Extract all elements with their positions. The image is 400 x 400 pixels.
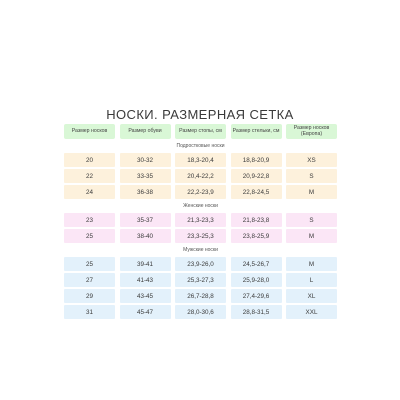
page-title: НОСКИ. РАЗМЕРНАЯ СЕТКА [106,107,294,122]
section-label-women: Женские носки [183,203,218,209]
header-shoe-size: Размер обуви [120,124,171,139]
cell-sock-size: 25 [64,257,115,271]
cell-shoe-size: 30-32 [120,153,171,167]
cell-foot-size: 20,4-22,2 [175,169,226,183]
cell-shoe-size: 38-40 [120,229,171,243]
cell-sock-size: 20 [64,153,115,167]
cell-eu-size: M [286,257,337,271]
cell-foot-size: 28,0-30,6 [175,305,226,319]
cell-eu-size: M [286,229,337,243]
cell-insole-size: 28,8-31,5 [231,305,282,319]
cell-eu-size: XS [286,153,337,167]
cell-insole-size: 25,9-28,0 [231,273,282,287]
cell-shoe-size: 35-37 [120,213,171,227]
cell-sock-size: 25 [64,229,115,243]
size-table [64,124,337,319]
table-row [64,185,337,199]
cell-insole-size: 22,8-24,5 [231,185,282,199]
cell-insole-size: 18,8-20,9 [231,153,282,167]
cell-eu-size: XL [286,289,337,303]
table-row [64,153,337,167]
cell-shoe-size: 33-35 [120,169,171,183]
cell-insole-size: 24,5-26,7 [231,257,282,271]
cell-foot-size: 21,3-23,3 [175,213,226,227]
table-row [64,305,337,319]
cell-sock-size: 31 [64,305,115,319]
header-foot-size: Размер стопы, см [175,124,226,139]
cell-insole-size: 21,8-23,8 [231,213,282,227]
cell-shoe-size: 45-47 [120,305,171,319]
cell-foot-size: 25,3-27,3 [175,273,226,287]
cell-shoe-size: 41-43 [120,273,171,287]
table-row [64,257,337,271]
cell-eu-size: M [286,185,337,199]
table-row [64,229,337,243]
table-header-row [64,124,337,139]
cell-shoe-size: 39-41 [120,257,171,271]
cell-foot-size: 26,7-28,8 [175,289,226,303]
cell-eu-size: XXL [286,305,337,319]
cell-foot-size: 18,3-20,4 [175,153,226,167]
header-eu-size: Размер носков (Европа) [286,124,337,139]
cell-sock-size: 23 [64,213,115,227]
cell-eu-size: L [286,273,337,287]
table-row [64,273,337,287]
cell-sock-size: 27 [64,273,115,287]
cell-sock-size: 29 [64,289,115,303]
table-row [64,169,337,183]
section-label-teen: Подростковые носки [176,143,225,149]
header-sock-size: Размер носков [64,124,115,139]
cell-eu-size: S [286,213,337,227]
cell-eu-size: S [286,169,337,183]
cell-foot-size: 23,9-26,0 [175,257,226,271]
cell-shoe-size: 43-45 [120,289,171,303]
section-label-men: Мужские носки [183,247,218,253]
cell-insole-size: 20,9-22,8 [231,169,282,183]
header-insole-size: Размер стельки, см [231,124,282,139]
table-row [64,213,337,227]
cell-foot-size: 23,3-25,3 [175,229,226,243]
cell-sock-size: 22 [64,169,115,183]
cell-insole-size: 27,4-29,6 [231,289,282,303]
cell-sock-size: 24 [64,185,115,199]
table-row [64,289,337,303]
cell-foot-size: 22,2-23,9 [175,185,226,199]
cell-shoe-size: 36-38 [120,185,171,199]
cell-insole-size: 23,8-25,9 [231,229,282,243]
